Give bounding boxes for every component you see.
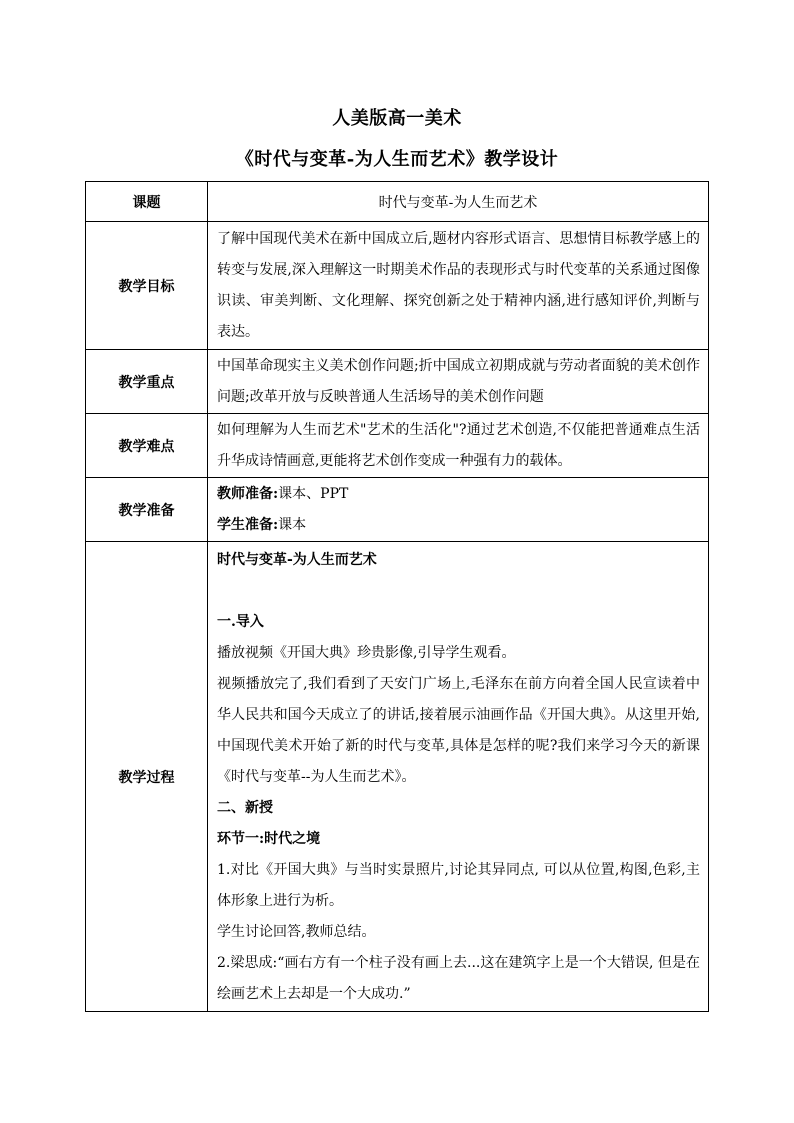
table-row-goal	[86, 222, 709, 350]
table-row-difficulty	[86, 414, 709, 478]
process-paragraph-4: 学生讨论回答,教师总结。	[217, 924, 376, 940]
spacer	[217, 576, 700, 607]
goal-label: 教学目标	[86, 222, 208, 350]
teacher-prep-value: 课本、PPT	[278, 485, 349, 502]
section-intro-heading: 一.导入	[217, 614, 264, 630]
student-prep-label: 学生准备:	[217, 516, 279, 533]
process-content	[208, 542, 709, 1012]
teacher-prep-label: 教师准备:	[217, 485, 279, 502]
focus-text: 中国革命现实主义美术创作问题;折中国成立初期成就与劳动者面貌的美术创作问题;改革开放与反映普通人生活场导的美术创作问题	[208, 350, 709, 414]
focus-label: 教学重点	[86, 350, 208, 414]
table-row-process	[86, 542, 709, 1012]
section-new-heading: 二、新授	[217, 800, 273, 816]
teacher-prep-line	[217, 479, 700, 510]
prep-label: 教学准备	[86, 478, 208, 542]
process-label: 教学过程	[86, 542, 208, 1012]
process-paragraph-2: 视频播放完了,我们看到了天安门广场上,毛泽东在前方向着全国人民宣读着中华人民共和国今天成立了的讲话,接着展示油画作品《开国大典》。从这里开始,中国现代美术开始了新的时代与变革,具体是怎样的呢?我们来学习今天的新课《时代与变革--为人生而艺术》。	[217, 676, 700, 785]
table-row-prep	[86, 478, 709, 542]
prep-content	[208, 478, 709, 542]
document-subtitle: 《时代与变革-为人生而艺术》教学设计	[235, 149, 559, 170]
process-paragraph-1: 播放视频《开国大典》珍贵影像,引导学生观看。	[217, 645, 516, 661]
difficulty-label: 教学难点	[86, 414, 208, 478]
goal-text: 了解中国现代美术在新中国成立后,题材内容形式语言、思想情目标教学感上的转变与发展,深入理解这一时期美术作品的表现形式与时代变革的关系通过图像识读、审美判断、文化理解、探究创新之处于精神内涵,进行感知评价,判断与表达。	[208, 222, 709, 350]
subsection-heading: 环节一:时代之境	[217, 831, 321, 847]
topic-label: 课题	[86, 182, 208, 222]
process-heading: 时代与变革-为人生而艺术	[217, 552, 377, 568]
topic-value: 时代与变革-为人生而艺术	[208, 182, 709, 222]
process-paragraph-5: 2.梁思成:“画右方有一个柱子没有画上去...这在建筑字上是一个大错误, 但是在绘画艺术上去却是一个大成功.”	[217, 955, 700, 1002]
process-paragraph-3: 1.对比《开国大典》与当时实景照片,讨论其异同点, 可以从位置,构图,色彩,主体形象上进行为析。	[217, 862, 700, 909]
difficulty-text: 如何理解为人生而艺术"艺术的生活化"?通过艺术创造,不仅能把普通难点生活升华成诗情画意,更能将艺术创作变成一种强有力的载体。	[208, 414, 709, 478]
document-title: 人美版高一美术	[332, 108, 462, 129]
student-prep-line	[217, 510, 700, 541]
student-prep-value: 课本	[278, 516, 307, 533]
table-row-focus	[86, 350, 709, 414]
table-row-topic	[86, 182, 709, 222]
lesson-plan-table	[85, 181, 709, 1012]
